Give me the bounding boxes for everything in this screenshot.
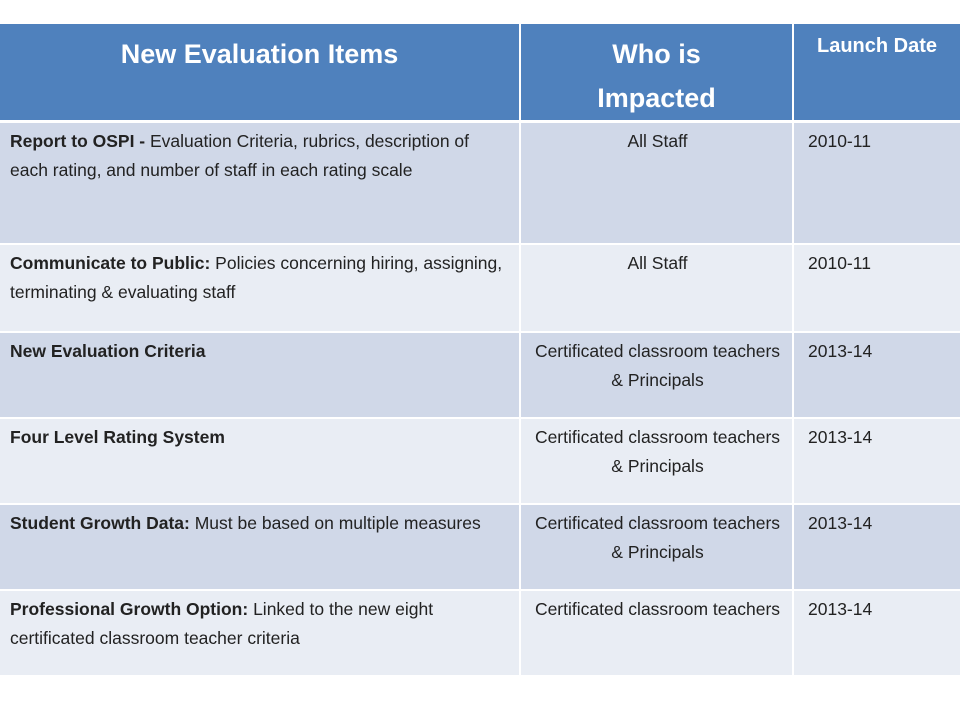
impacted-cell: Certificated classroom teachers — [520, 590, 793, 676]
header-impacted-line2: Impacted — [597, 83, 716, 113]
launch-cell: 2010-11 — [793, 122, 960, 244]
item-cell — [0, 590, 520, 676]
header-new-evaluation-items — [0, 24, 520, 122]
launch-cell: 2013-14 — [793, 418, 960, 504]
header-impacted-line1: Who is — [612, 39, 701, 69]
item-description: Linked to the new eight certificated classroom teacher criteria — [10, 598, 434, 648]
launch-cell: 2010-11 — [793, 244, 960, 332]
launch-cell: 2013-14 — [793, 332, 960, 418]
item-cell — [0, 504, 520, 590]
launch-cell: 2013-14 — [793, 590, 960, 676]
table-row — [0, 332, 960, 418]
table-row — [0, 504, 960, 590]
item-description: Policies concerning hiring, assigning, terminating & evaluating staff — [10, 252, 503, 302]
header-who-is-impacted — [520, 24, 793, 122]
impacted-cell: Certificated classroom teachers & Principals — [520, 504, 793, 590]
item-description: Must be based on multiple measures — [194, 512, 481, 533]
header-launch-date — [793, 24, 960, 122]
item-description: Evaluation Criteria, rubrics, description of each rating, and number of staff in each rating scale — [10, 131, 470, 180]
item-cell — [0, 418, 520, 504]
impacted-cell: All Staff — [520, 122, 793, 244]
evaluation-table — [0, 24, 960, 677]
item-title: Report to OSPI - — [10, 131, 150, 151]
item-title: Four Level Rating System — [10, 426, 225, 447]
header-item-label: New Evaluation Items — [120, 39, 399, 69]
item-cell — [0, 332, 520, 418]
table-row — [0, 418, 960, 504]
impacted-cell: Certificated classroom teachers & Principals — [520, 418, 793, 504]
item-cell — [0, 122, 520, 244]
table-row — [0, 244, 960, 332]
item-title: Student Growth Data: — [10, 512, 190, 533]
table-row — [0, 122, 960, 244]
item-title: New Evaluation Criteria — [10, 340, 206, 361]
table-row — [0, 590, 960, 676]
item-cell — [0, 244, 520, 332]
item-title: Professional Growth Option: — [10, 598, 249, 619]
header-launch-label: Launch Date — [816, 35, 938, 57]
header-row — [0, 24, 960, 122]
item-title: Communicate to Public: — [10, 252, 211, 273]
impacted-cell: All Staff — [520, 244, 793, 332]
launch-cell: 2013-14 — [793, 504, 960, 590]
impacted-cell: Certificated classroom teachers & Principals — [520, 332, 793, 418]
